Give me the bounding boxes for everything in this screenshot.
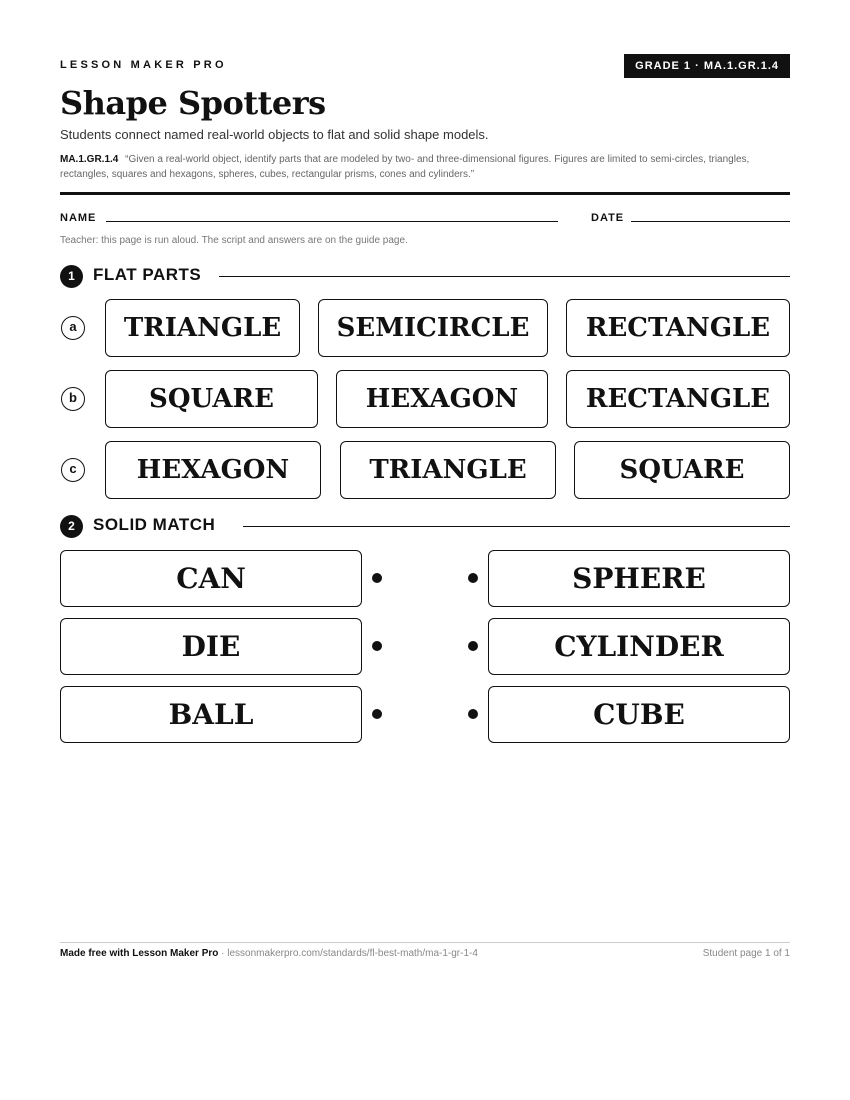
word-card[interactable]: TRIANGLE xyxy=(340,441,556,499)
word-card[interactable]: TRIANGLE xyxy=(105,299,300,357)
teacher-note: Teacher: this page is run aloud. The script and answers are on the guide page. xyxy=(60,235,408,246)
footer-made-with: Made free with Lesson Maker Pro xyxy=(60,948,219,959)
word-card[interactable]: RECTANGLE xyxy=(566,299,790,357)
solid-card[interactable]: SPHERE xyxy=(488,550,790,607)
section-2-rule xyxy=(243,526,790,527)
match-dot-left[interactable] xyxy=(372,641,382,651)
match-dot-right[interactable] xyxy=(468,573,478,583)
match-dot-left[interactable] xyxy=(372,709,382,719)
section-1-number: 1 xyxy=(60,265,83,288)
name-label: NAME xyxy=(60,212,97,224)
object-card[interactable]: CAN xyxy=(60,550,362,607)
date-field[interactable] xyxy=(631,221,790,222)
object-card[interactable]: BALL xyxy=(60,686,362,743)
word-card[interactable]: HEXAGON xyxy=(105,441,321,499)
match-dot-left[interactable] xyxy=(372,573,382,583)
brand-name: LESSON MAKER PRO xyxy=(60,59,227,71)
word-card[interactable]: SQUARE xyxy=(105,370,318,428)
solid-card[interactable]: CUBE xyxy=(488,686,790,743)
word-card[interactable]: HEXAGON xyxy=(336,370,548,428)
section-1-rule xyxy=(219,276,790,277)
match-dot-right[interactable] xyxy=(468,709,478,719)
footer-page-label: Student page 1 of 1 xyxy=(702,948,790,959)
solid-card[interactable]: CYLINDER xyxy=(488,618,790,675)
page-subtitle: Students connect named real-world objects to flat and solid shape models. xyxy=(60,127,489,142)
footer-divider xyxy=(60,942,790,943)
standard-text: “Given a real-world object, identify parts that are modeled by two- and three-dimensional figures. Figures are limited to semi-circles, triangles, rectangles, squares and hexagons, spheres, cubes, rectangular prisms, cones and cylinders.” xyxy=(60,154,750,180)
word-card[interactable]: SQUARE xyxy=(574,441,790,499)
word-card[interactable]: SEMICIRCLE xyxy=(318,299,548,357)
match-dot-right[interactable] xyxy=(468,641,478,651)
footer-url[interactable]: · lessonmakerpro.com/standards/fl-best-math/ma-1-gr-1-4 xyxy=(218,948,478,959)
page-title: Shape Spotters xyxy=(60,84,326,122)
standard-code: MA.1.GR.1.4 xyxy=(60,154,119,165)
row-b-letter: b xyxy=(61,387,85,411)
section-2-title: SOLID MATCH xyxy=(93,515,216,534)
standard-description xyxy=(60,152,790,182)
name-field[interactable] xyxy=(106,221,558,222)
row-a-letter: a xyxy=(61,316,85,340)
footer-credit xyxy=(60,948,478,959)
word-card[interactable]: RECTANGLE xyxy=(566,370,790,428)
grade-badge: GRADE 1 · MA.1.GR.1.4 xyxy=(624,54,790,78)
section-1-title: FLAT PARTS xyxy=(93,265,202,284)
section-2-number: 2 xyxy=(60,515,83,538)
object-card[interactable]: DIE xyxy=(60,618,362,675)
header-divider xyxy=(60,192,790,195)
date-label: DATE xyxy=(591,212,625,224)
row-c-letter: c xyxy=(61,458,85,482)
